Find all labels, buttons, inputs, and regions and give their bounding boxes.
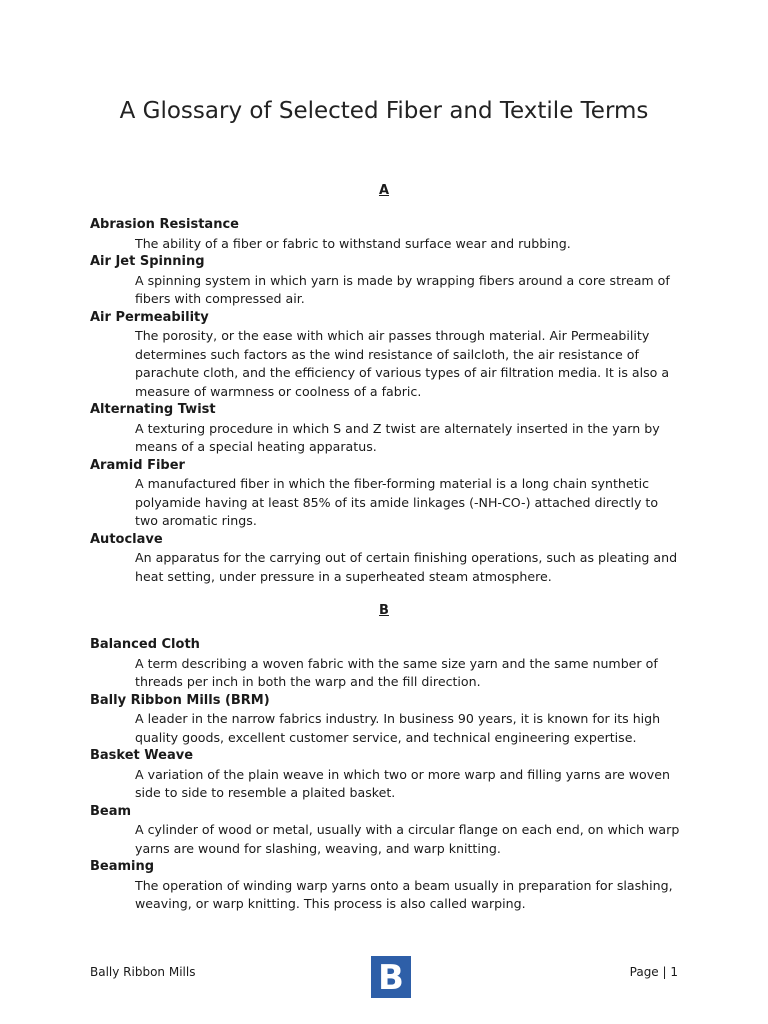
glossary-definition: A spinning system in which yarn is made by wrapping fibers around a core stream of fibers with compressed air. bbox=[135, 272, 670, 306]
glossary-definition: The operation of winding warp yarns onto a beam usually in preparation for slashing, weaving, or warp knitting. This process is also called warping. bbox=[135, 877, 673, 911]
glossary-entry bbox=[90, 692, 682, 748]
section-b bbox=[90, 603, 682, 914]
section-letter: A bbox=[378, 183, 390, 198]
page-title: A Glossary of Selected Fiber and Textile Terms bbox=[119, 98, 649, 124]
glossary-term: Autoclave bbox=[90, 531, 163, 547]
glossary-entry bbox=[90, 216, 682, 253]
glossary-term: Basket Weave bbox=[90, 748, 194, 763]
glossary-definition: The ability of a fiber or fabric to withstand surface wear and rubbing. bbox=[135, 235, 571, 251]
glossary-term: Aramid Fiber bbox=[90, 457, 185, 473]
page-number: Page | 1 bbox=[629, 965, 678, 979]
glossary-entry bbox=[90, 858, 682, 914]
glossary-definition: A cylinder of wood or metal, usually with a circular flange on each end, on which warp yarns are wound for slashing, weaving, and warp knitting. bbox=[135, 822, 680, 856]
company-logo: B bbox=[371, 956, 411, 998]
glossary-term: Alternating Twist bbox=[90, 402, 216, 417]
glossary-entry bbox=[90, 401, 682, 457]
glossary-term: Air Permeability bbox=[90, 309, 209, 325]
glossary-entry bbox=[90, 636, 682, 692]
glossary-definition: The porosity, or the ease with which air passes through material. Air Permeability determines such factors as the wind resistance of sailcloth, the air resistance of parachute cloth, and the efficiency of various types of air filtration media. It is also a measure of warmness or coolness of a fabric. bbox=[135, 328, 670, 399]
glossary-term: Beam bbox=[90, 803, 132, 819]
glossary-definition: An apparatus for the carrying out of certain finishing operations, such as pleating and heat setting, under pressure in a superheated steam atmosphere. bbox=[135, 550, 678, 584]
glossary-entry bbox=[90, 457, 682, 531]
glossary-term: Abrasion Resistance bbox=[90, 217, 239, 232]
glossary-definition: A variation of the plain weave in which two or more warp and filling yarns are woven side to side to resemble a plaited basket. bbox=[135, 766, 670, 800]
glossary-entry bbox=[90, 309, 682, 402]
glossary-term: Air Jet Spinning bbox=[90, 254, 205, 269]
glossary-entry bbox=[90, 253, 682, 309]
glossary-entry bbox=[90, 531, 682, 587]
glossary-term: Beaming bbox=[90, 859, 155, 874]
section-letter: B bbox=[379, 603, 389, 618]
glossary-definition: A term describing a woven fabric with the same size yarn and the same number of threads per inch in both the warp and the fill direction. bbox=[135, 655, 658, 689]
section-a bbox=[90, 183, 682, 586]
glossary-entry bbox=[90, 803, 682, 859]
glossary-definition: A texturing procedure in which S and Z twist are alternately inserted in the yarn by means of a special heating apparatus. bbox=[135, 420, 660, 454]
footer-company: Bally Ribbon Mills bbox=[90, 965, 196, 979]
glossary-term: Balanced Cloth bbox=[90, 637, 200, 652]
glossary-term: Bally Ribbon Mills (BRM) bbox=[90, 692, 270, 708]
glossary-entry bbox=[90, 747, 682, 803]
glossary-definition: A leader in the narrow fabrics industry. In business 90 years, it is known for its high quality goods, excellent customer service, and technical engineering expertise. bbox=[135, 711, 661, 745]
glossary-definition: A manufactured fiber in which the fiber-forming material is a long chain synthetic polyamide having at least 85% of its amide linkages (-NH-CO-) attached directly to two aromatic rings. bbox=[135, 476, 659, 528]
